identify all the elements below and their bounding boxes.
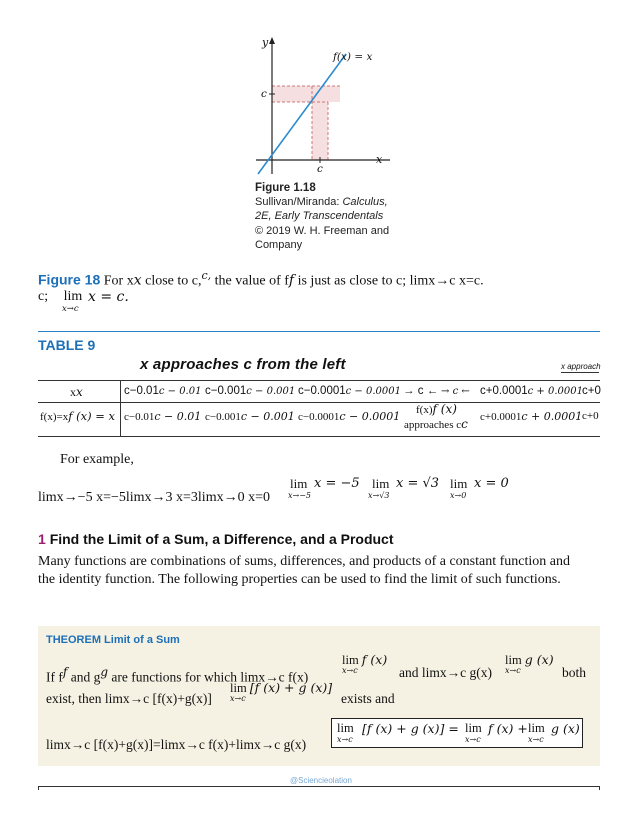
table9-row1-label: xx (70, 385, 83, 399)
table9-row1-cell5: c+0.0001c + 0.0001 (480, 385, 583, 397)
section1-title: Find the Limit of a Sum, a Difference, and a Product (49, 531, 394, 547)
table9-title: TABLE 9 (38, 337, 96, 353)
theorem-boxed-formula: lim x→c [f (x) + g (x)] = lim x→c f (x) + lim x→c g (x) (331, 718, 583, 748)
caption-company: Company (255, 238, 303, 251)
table9-row2-label: f(x)=xf (x) = x (40, 409, 116, 423)
example-plain-text: limx→−5 x=−5limx→3 x=3limx→0 x=0 (38, 490, 270, 505)
caption-edition: 2E, Early Transcendentals (255, 210, 384, 223)
table9-row2-cell4: f(x)f (x) approaches cc (404, 402, 468, 431)
graph-y-label: y (262, 36, 269, 49)
figure-graph (252, 34, 394, 180)
section1-heading (38, 531, 394, 547)
figure18-paragraph: Figure 18 For xx close to c,$^{c,}$ the value of ff is just as close to c; limx→c x=c. (38, 269, 484, 289)
table9-row1-cell1: c−0.01c − 0.01 (124, 385, 202, 397)
theorem-line3-plain: limx→c [f(x)+g(x)]=limx→c f(x)+limx→c g(x) (46, 737, 307, 752)
theorem-line2-lim: lim [f (x) + g (x)] x→c (230, 680, 333, 703)
section1-body: Many functions are combinations of sums, differences, and products of a constant function and the identity function. The following properties can be used to find the limit of such functions. (38, 554, 570, 587)
table9-row1-cell6: c+0 (582, 385, 601, 397)
caption-number: Figure 1.18 (255, 182, 316, 194)
table9-header-right: x approach (561, 362, 601, 371)
theorem-line1-mid: and limx→c g(x) (399, 665, 492, 680)
table9-row2-cell2: c−0.001c − 0.001 (205, 410, 295, 423)
example-display-math: lim x→−5 x = −5 lim x→√3 x = √3 lim x→0 x = 0 (288, 476, 509, 500)
caption-copyright: © 2019 W. H. Freeman and (255, 224, 390, 237)
graph-function-label: f(x) = x (333, 51, 373, 63)
theorem-line1-lim2: lim g (x) x→c (505, 652, 554, 675)
theorem-line2: exist, then limx→c [f(x)+g(x)] (46, 691, 212, 706)
graph-x-label: x (376, 153, 383, 166)
example-intro: For example, (60, 452, 134, 467)
table9-row1-cell2: c−0.001c − 0.001 (205, 385, 296, 397)
table9-row2-cell5: c+0.0001c + 0.0001 (480, 410, 583, 423)
graph-identity-line (258, 54, 346, 174)
theorem-title: THEOREM Limit of a Sum (46, 634, 180, 646)
table9-row2-cell6: c+0 (582, 410, 599, 422)
theorem-line2-end: exists and (341, 691, 395, 706)
theorem-line1-end: both (562, 665, 587, 680)
section1-number: 1 (38, 531, 46, 547)
figure18-label: Figure 18 (38, 271, 101, 288)
table9-top-rule (38, 331, 600, 332)
graph-c-tick-y: c (261, 88, 267, 100)
caption-source-line: Sullivan/Miranda: Calculus, (255, 196, 388, 209)
graph-c-tick-x: c (317, 163, 323, 175)
graph-horizontal-band (272, 86, 340, 102)
table9-row2-cell3: c−0.0001c − 0.0001 (298, 410, 401, 423)
table9-row2-cell1: c−0.01c − 0.01 (124, 410, 202, 423)
figure-caption (255, 181, 389, 252)
figure18-line2: c; lim x→c x = c. (38, 289, 129, 314)
table9-row1-cell3: c−0.0001c − 0.0001 (298, 385, 401, 397)
table9-header: x approaches c from the left (140, 356, 346, 373)
theorem-line1: If ff and gg are functions for which limx→c f(x) (46, 665, 309, 685)
bottom-rule (38, 786, 600, 787)
theorem-line1-lim1: lim f (x) x→c (342, 652, 388, 675)
table9-row1-cell4: → c ← → c ← (403, 385, 470, 397)
watermark: @Sciencieolation (290, 776, 352, 785)
